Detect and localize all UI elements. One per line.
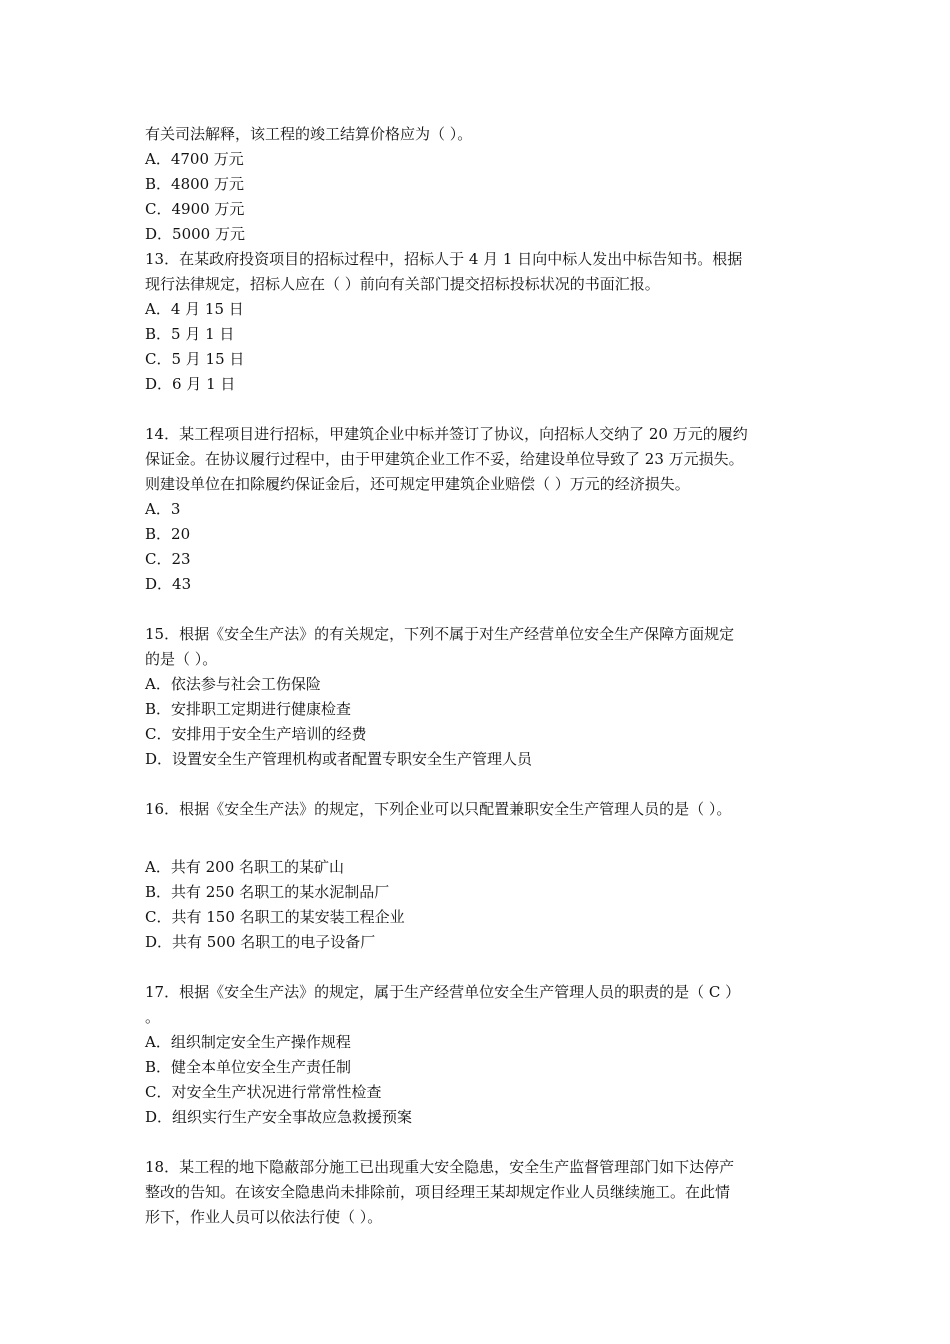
option-b: B．20 (145, 525, 191, 543)
option-d: D．6 月 1 日 (145, 375, 236, 393)
option-a: A．共有 200 名职工的某矿山 (145, 858, 345, 876)
option-c: C．4900 万元 (145, 200, 245, 218)
option-c: C．共有 150 名职工的某安装工程企业 (145, 908, 405, 926)
option-c: C．23 (145, 550, 191, 568)
option-b: B．共有 250 名职工的某水泥制品厂 (145, 883, 390, 901)
paragraph-gap (145, 397, 835, 422)
paragraph-gap (145, 772, 835, 797)
question-16 (145, 797, 835, 955)
option-d: D．设置安全生产管理机构或者配置专职安全生产管理人员 (145, 750, 533, 768)
option-d: D．43 (145, 575, 192, 593)
question-stem-line: 有关司法解释，该工程的竣工结算价格应为（ ）。 (145, 125, 473, 143)
question-stem-line: 。 (145, 1008, 161, 1026)
option-a: A．4700 万元 (145, 150, 244, 168)
question-stem-line: 现行法律规定，招标人应在（ ）前向有关部门提交招标投标状况的书面汇报。 (145, 275, 660, 293)
option-a: A．组织制定安全生产操作规程 (145, 1033, 351, 1051)
option-a: A．依法参与社会工伤保险 (145, 675, 321, 693)
option-c: C．安排用于安全生产培训的经费 (145, 725, 367, 743)
question-stem-line: 保证金。在协议履行过程中，由于甲建筑企业工作不妥，给建设单位导致了 23 万元损失。 (145, 450, 744, 468)
option-d: D．组织实行生产安全事故应急救援预案 (145, 1108, 413, 1126)
option-a: A．4 月 15 日 (145, 300, 244, 318)
option-d: D．5000 万元 (145, 225, 245, 243)
option-b: B．4800 万元 (145, 175, 244, 193)
option-b: B．健全本单位安全生产责任制 (145, 1058, 352, 1076)
question-list (145, 122, 835, 1230)
paragraph-gap (145, 1130, 835, 1155)
question-stem-line: 13．在某政府投资项目的招标过程中，招标人于 4 月 1 日向中标人发出中标告知书。根据 (145, 250, 743, 268)
paragraph-gap (145, 597, 835, 622)
option-b: B．5 月 1 日 (145, 325, 235, 343)
question-18 (145, 1155, 835, 1230)
question-12 (145, 122, 835, 247)
question-stem-line: 则建设单位在扣除履约保证金后，还可规定甲建筑企业赔偿（ ）万元的经济损失。 (145, 475, 690, 493)
question-stem-line: 14．某工程项目进行招标，甲建筑企业中标并签订了协议，向招标人交纳了 20 万元的履约 (145, 425, 748, 443)
option-b: B．安排职工定期进行健康检查 (145, 700, 352, 718)
question-stem-line: 整改的告知。在该安全隐患尚未排除前，项目经理王某却规定作业人员继续施工。在此情 (145, 1183, 731, 1201)
option-d: D．共有 500 名职工的电子设备厂 (145, 933, 376, 951)
paragraph-gap (145, 822, 835, 830)
option-c: C．对安全生产状况进行常常性检查 (145, 1083, 382, 1101)
question-17 (145, 980, 835, 1130)
option-c: C．5 月 15 日 (145, 350, 245, 368)
question-stem-line: 17．根据《安全生产法》的规定，属于生产经营单位安全生产管理人员的职责的是（ C ） (145, 983, 741, 1001)
question-15 (145, 622, 835, 772)
question-14 (145, 422, 835, 597)
question-stem-line: 的是（ ）。 (145, 650, 218, 668)
question-stem-line: 15．根据《安全生产法》的有关规定，下列不属于对生产经营单位安全生产保障方面规定 (145, 625, 735, 643)
paragraph-gap (145, 955, 835, 980)
question-stem-line: 18．某工程的地下隐蔽部分施工已出现重大安全隐患，安全生产监督管理部门如下达停产 (145, 1158, 735, 1176)
question-stem-line: 形下，作业人员可以依法行使（ ）。 (145, 1208, 383, 1226)
question-stem-line: 16．根据《安全生产法》的规定，下列企业可以只配置兼职安全生产管理人员的是（ ）。 (145, 800, 732, 818)
paragraph-gap (145, 830, 835, 855)
option-a: A．3 (145, 500, 181, 518)
question-13 (145, 247, 835, 397)
